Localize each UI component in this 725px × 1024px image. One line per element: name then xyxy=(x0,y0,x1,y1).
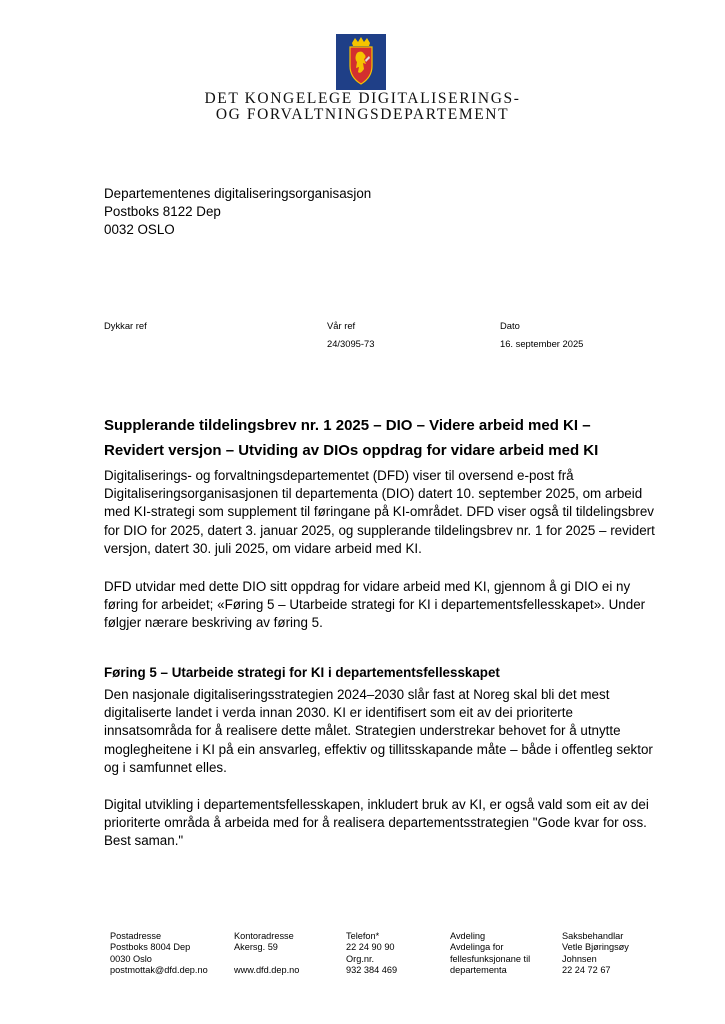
footer-value: Vetle Bjøringsøy xyxy=(562,942,629,953)
footer-value: departementa xyxy=(450,964,507,975)
text-line: moglegheitene i KI på ein ansvarleg, effektiv og tillitsskapande måte – både i offentleg sektor xyxy=(104,741,653,757)
footer-value: 22 24 72 67 xyxy=(562,964,611,975)
recipient-postcode: 0032 OSLO xyxy=(104,222,175,237)
footer-value: Avdelinga for xyxy=(450,942,504,953)
footer-phone xyxy=(346,931,397,976)
text-line: digitaliserte landet i verda innan 2030. KI er identifisert som eit av dei prioriterte xyxy=(104,705,573,721)
text-line: Digitaliseringsorganisasjonen til departementa (DIO) datert 10. september 2025, om arbeid xyxy=(104,486,643,502)
footer-case-officer xyxy=(562,931,629,976)
footer-department xyxy=(450,931,530,976)
footer-label: Avdeling xyxy=(450,931,486,941)
text-line: og i samfunnet elles. xyxy=(104,759,227,775)
text-line: for DIO for 2025, datert 3. januar 2025, og supplerande tildelingsbrev nr. 1 for 2025 – revidert xyxy=(104,522,655,538)
text-line: Best saman." xyxy=(104,833,184,849)
recipient-address xyxy=(104,185,371,239)
footer-label: Org.nr. xyxy=(346,953,375,964)
text-line: versjon, datert 30. juli 2025, om vidare arbeid med KI. xyxy=(104,540,422,556)
paragraph-3 xyxy=(104,686,664,777)
footer-value: 22 24 90 90 xyxy=(346,942,395,953)
dato-value: 16. september 2025 xyxy=(500,338,584,349)
text-line: Digital utvikling i departementsfellesskapen, inkludert bruk av KI, er også vald som eit av dei xyxy=(104,797,649,812)
var-ref-label: Vår ref xyxy=(327,320,356,331)
recipient-name: Departementenes digitaliseringsorganisasjon xyxy=(104,186,372,201)
footer-postal-address xyxy=(110,931,208,976)
footer-website: www.dfd.dep.no xyxy=(234,964,300,975)
text-line: følgjer nærare beskriving av føring 5. xyxy=(104,615,323,631)
section-heading: Føring 5 – Utarbeide strategi for KI i departementsfellesskapet xyxy=(104,665,500,680)
footer-label: Postadresse xyxy=(110,931,162,941)
text-line: DFD utvidar med dette DIO sitt oppdrag for vidare arbeid med KI, gjennom å gi DIO ei ny xyxy=(104,579,631,594)
dykkar-ref-label: Dykkar ref xyxy=(104,320,147,331)
text-line: føring for arbeidet; «Føring 5 – Utarbeide strategi for KI i departementsfellesskapet». Under xyxy=(104,597,646,613)
footer-value xyxy=(234,954,299,965)
var-ref-value: 24/3095-73 xyxy=(327,338,375,349)
coat-of-arms-icon xyxy=(336,34,386,90)
footer-label: Saksbehandlar xyxy=(562,931,624,941)
text-line: Digitaliserings- og forvaltningsdepartementet (DFD) viser til oversend e-post frå xyxy=(104,468,574,483)
footer-value: 932 384 469 xyxy=(346,964,398,975)
footer-value: Johnsen xyxy=(562,953,597,964)
title-line: Revidert versjon – Utviding av DIOs oppdrag for vidare arbeid med KI xyxy=(104,442,599,459)
paragraph-1 xyxy=(104,467,664,558)
footer-value: Akersg. 59 xyxy=(234,942,278,953)
footer-value: fellesfunksjonane til xyxy=(450,953,531,964)
paragraph-4 xyxy=(104,796,664,851)
text-line: prioriterte områda å arbeida med for å realisera departementsstrategien "Gode kvar for oss. xyxy=(104,815,647,831)
footer-value: 0030 Oslo xyxy=(110,953,152,964)
ministry-name-line1: DET KONGELEGE DIGITALISERINGS- xyxy=(204,90,521,107)
footer-office-address xyxy=(234,931,299,976)
footer-email: postmottak@dfd.dep.no xyxy=(110,964,208,975)
title-line: Supplerande tildelingsbrev nr. 1 2025 – DIO – Videre arbeid med KI – xyxy=(104,417,591,434)
footer-value: Postboks 8004 Dep xyxy=(110,942,191,953)
footer-label: Telefon* xyxy=(346,931,380,941)
ministry-name-line2: OG FORVALTNINGSDEPARTEMENT xyxy=(215,106,510,123)
text-line: Den nasjonale digitaliseringsstrategien 2024–2030 slår fast at Noreg skal bli det mest xyxy=(104,687,610,702)
recipient-postbox: Postboks 8122 Dep xyxy=(104,204,221,219)
paragraph-2 xyxy=(104,578,664,633)
letter-title xyxy=(104,413,704,463)
footer-label: Kontoradresse xyxy=(234,931,294,941)
text-line: innsatsområda for å realisere dette målet. Strategien understrekar behovet for å utnytte xyxy=(104,723,621,739)
dato-label: Dato xyxy=(500,320,520,331)
text-line: med KI-strategi som supplement til føringane på KI-området. DFD viser også til tildelingsbrev xyxy=(104,504,654,520)
